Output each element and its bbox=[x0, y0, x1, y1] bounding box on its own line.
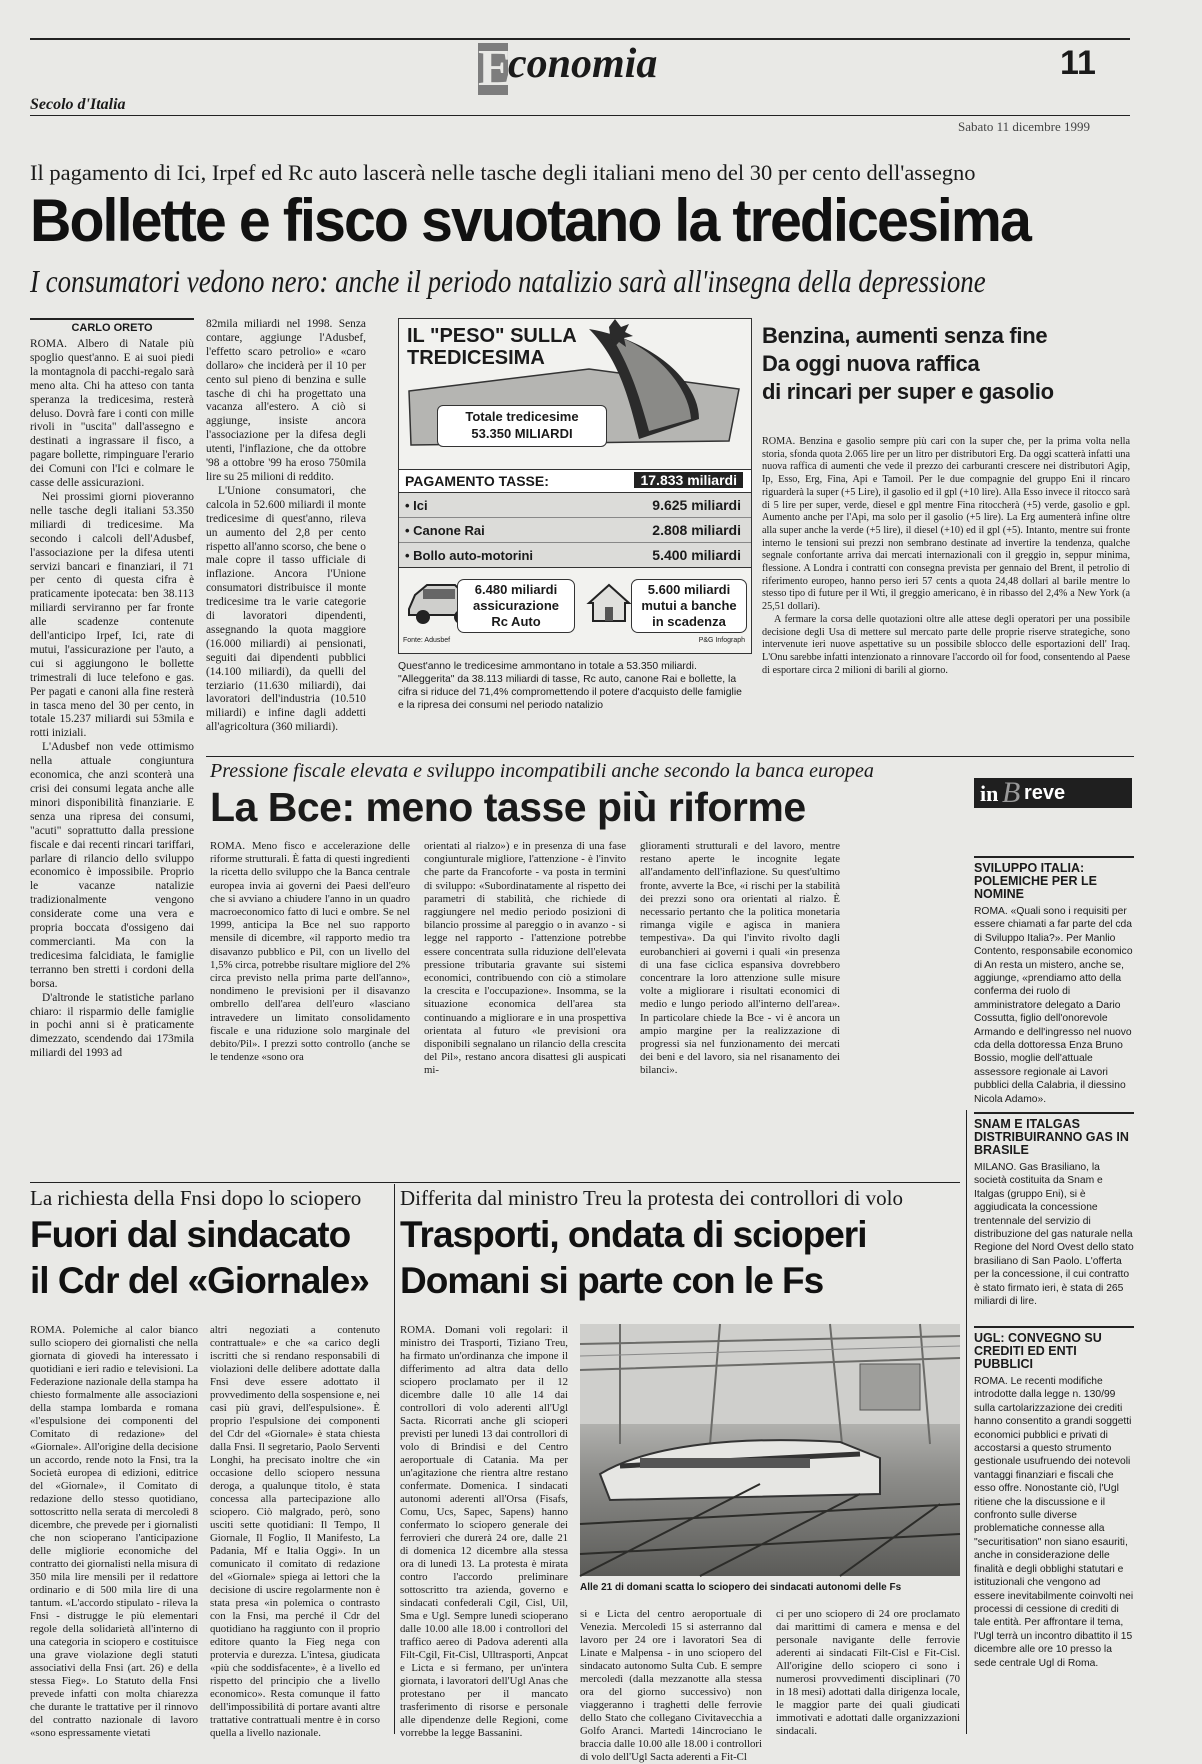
benzina-paragraph: ROMA. Benzina e gasolio sempre più cari con la super che, per la prima volta nella storia, sfonda quota 2.065 lire per un litro per distributori Erg. Da oggi scatterà infatti una nuova raffica di aumenti che vede il prezzo dei carburanti crescere nei distributori Agip, Ip, Esso, Erg, Fina, Api e Tamoil. Per le due compagnie del gruppo Eni il rincaro riguarderà la super (+5 Lire), il gasolio ed il gpl (+10 lire). Alla Esso invece il ritocco sarà di 5 lire per super, verde, diesel e gpl mentre Fina ritoccherà (+5) verde, gasolio e gpl. Aumento anche per l'Api, ma solo per il gasolio (+5 lire). La Erg aumenterà infine oltre alla super anche la verde (+5 lire), il diesel (+10) ed il gpl (+5). Intanto, mentre sui fronte interno le tensioni sui prezzi non sembrano destinate ad invertire la tendenza, qualche segnale confortante arriva dai mercati internazionali con il greggio in, seppur minima, flessione. A Londra i contratti con consegna prevista per gennaio del Brent, il petrolio di riferimento europeo, hanno perso ieri 57 cents a quota 24,48 dollari al barile mentre lo stesso tipo di future per il Wti, il greggio americano, è in ribasso del 2,4% a New York (a 25,51 dollari). bbox=[762, 436, 1130, 613]
sidebar-divider bbox=[966, 1110, 967, 1734]
tax-row-label: PAGAMENTO TASSE: bbox=[405, 473, 549, 489]
tax-table bbox=[399, 469, 751, 568]
infographic-title-line: IL "PESO" SULLA bbox=[407, 325, 577, 347]
infographic-credit: P&G Infograph bbox=[698, 637, 745, 644]
section-name: conomia bbox=[508, 41, 658, 87]
brief-item bbox=[974, 856, 1134, 1126]
trasporti-headline-line: Domani si parte con le Fs bbox=[400, 1260, 824, 1301]
trasporti-paragraph: ROMA. Domani voli regolari: il ministro dei Trasporti, Tiziano Treu, ha firmato un'ordinanza che impone il differimento ad altra data dello sciopero proclamato per il 12 dicembre dalle 10 alle 14 dai controllori di volo aderenti all'Ugl Sacta. Ricorrati anche gli scioperi previsti per lunedì 13 dai controllori di volo di Brindisi e del Centro aeroportuale di Catania. Ma per un'agitazione che rientra altre restano confermate. Domenica. I sindacati autonomi aderenti all'Orsa (Fisafs, Comu, Ucs, Sapec, Sapens) hanno confermato lo sciopero generale dei ferrovieri che durerà 24 ore, dalle 21 di domenica 12 dicembre alla stessa ora di lunedì 13. La protesta è mirata contro l'accordo preliminare sottoscritto tra azienda, governo e sindacati confederali Cgil, Cisl, Uil, Sma e Ugl. Sempre lunedì scioperano dalle 10.00 alle 18.00 i controllori del traffico aereo di Padova aderenti alla Filt-Cgil, Fit-Cisl, Ulltrasporti, Anpcat e Licta e si fermano, per un'intera giornata, i lavoratori dell'Ugl Anas che protestano per il mancato trasferimento di risorse e personale alle dipendenze delle Regioni, come vorrebbe la legge Bassanini. bbox=[400, 1324, 568, 1739]
lead-column-2 bbox=[206, 318, 366, 740]
tax-row-value: 9.625 miliardi bbox=[652, 497, 741, 513]
fnsi-column-1 bbox=[30, 1324, 198, 1739]
brief-item bbox=[974, 1112, 1134, 1326]
brief-item bbox=[974, 1326, 1134, 1738]
bce-headline: La Bce: meno tasse più riforme bbox=[210, 784, 806, 830]
tax-row-value: 5.400 miliardi bbox=[652, 547, 741, 563]
infographic-title-line: TREDICESIMA bbox=[407, 347, 545, 369]
trasporti-column-1 bbox=[400, 1324, 568, 1739]
bce-kicker: Pressione fiscale elevata e sviluppo incompatibili anche secondo la banca europea bbox=[210, 760, 874, 782]
total-badge bbox=[437, 405, 607, 447]
fnsi-headline bbox=[30, 1212, 390, 1304]
fnsi-kicker: La richiesta della Fnsi dopo lo sciopero bbox=[30, 1186, 362, 1210]
brief-body: ROMA. «Quali sono i requisiti per essere chiamati a far parte del cda di Sviluppo Italia?». Per Manlio Contento, responsabile economico di An resta un mistero, anche se, aggiunge, «prendiamo atto della conferma dei ruolo di amministratore delegato a Dario Cossutta, figlio dell'onorevole Armando e dell'ingresso nel nuovo cda della dottoressa Enza Bruno Bossio, moglie dell'attuale assessore regionale ai Lavori pubblici della Calabria, il diessino Nicola Adamo». bbox=[974, 906, 1133, 1105]
tax-row-label: • Ici bbox=[405, 498, 428, 513]
train-photo-drawing bbox=[580, 1324, 960, 1576]
brief-body: ROMA. Le recenti modifiche introdotte dalla legge n. 130/99 sulla cartolarizzazione dei crediti hanno consentito a grandi soggetti economici pubblici e privati di accostarsi a questo strumento gestionale usufruendo dei notevoli vantaggi finanziari e fiscali che esso offre. Nonostante ciò, l'Ugl ritiene che la discussione e il confronto sulle diverse problematiche connesse alla "securitisation" non siano esauriti, anche in considerazione delle finalità e degli obblighi statutari e istituzionali che vengono ad essere inevitabilmente coinvolti nei processi di cessione di crediti di tale entità. Per affrontare il tema, l'Ugl terrà un incontro dibattito il 15 dicembre alle ore 10 presso la sede centrale Ugl di Roma. bbox=[974, 1376, 1134, 1669]
fnsi-column-2 bbox=[210, 1324, 381, 1739]
lead-kicker: Il pagamento di Ici, Irpef ed Rc auto lascerà nelle tasche degli italiani meno del 30 per cento dell'assegno bbox=[30, 160, 976, 185]
mutui-value: 5.600 miliardi bbox=[647, 582, 731, 597]
infographic-source: Fonte: Adusbef bbox=[403, 637, 451, 644]
bce-column-3 bbox=[640, 840, 840, 1178]
mutui-label: in scadenza bbox=[652, 614, 726, 629]
bce-rule bbox=[206, 756, 1134, 757]
lead-paragraph: Nei prossimi giorni pioveranno nelle tasche degli italiani 53.350 miliardi di tredicesime. Ma secondo i calcoli dell'Adusbef, l'associazione per la difesa utenti servizi bancari e finanziari, il 71 per cento di questa cifra è praticamente ipotecata: ben 38.113 miliardi serviranno per far fronte alle scadenze contenute dell'anticipo Irpef, Ici, rate di mutui, l'assicurazione per l'auto, a cui si aggiungono le bollette trimestrali di luce telefono e gas. Per pagati e canoni alla fine resterà in tasca meno del 30 per cento, in totale 15.237 miliardi sui 53mila e rotti iniziali. bbox=[30, 490, 194, 740]
lead-paragraph: ROMA. Albero di Natale più spoglio quest'anno. E ai suoi piedi la montagnola di pacchi-regalo sarà meno alta. Chi ha atteso con tanta speranza la tredicesima, resterà deluso. Dovrà fare i conti con mille rivoli in "uscita" dall'assegno e destinati a ingrassare il fisco, a pagare bollette, rimpinguare l'erario dei Comuni con l'Ici e colmare le casse delle assicurazioni. bbox=[30, 338, 194, 490]
lead-paragraph: L'Unione consumatori, che calcola in 52.600 miliardi il monte tredicesime di quest'anno, rileva un aumento del 2,8 per cento rispetto all'anno scorso, che bene o male copre il tasso ufficiale di inflazione. Ancora l'Unione consumatori distribuisce il monte tredicesime tra le varie categorie di lavoratori dipendenti, assegnando la quota maggiore (16.000 miliardi) ai pensionati, seguiti dai dipendenti pubblici (14.100 miliardi), da quelli del terziario (11.630 miliardi), dai lavoratori dell'industria (10.510 miliardi) e infine dagli addetti all'agricoltura (360 miliardi). bbox=[206, 484, 366, 734]
rc-label: assicurazione bbox=[473, 598, 559, 613]
tax-row bbox=[399, 493, 751, 518]
benzina-headline-line: Benzina, aumenti senza fine bbox=[762, 323, 1048, 348]
section-title bbox=[478, 40, 657, 100]
benzina-paragraph: A fermare la corsa delle quotazioni oltre alle attese degli operatori per una possibile decisione degli Usa di mettere sul mercato parte delle proprie riserve strategiche, sono intervenute ieri nuove aspettative su un possibile sblocco delle esportazioni dell' Iraq. L'Onu sarebbe infatti intenzionato a rinnovare l'accordo oil for food, consentendo al Paese di esportare circa 2 milioni di barili al giorno. bbox=[762, 613, 1130, 676]
lead-deck: I consumatori vedono nero: anche il periodo natalizio sarà all'insegna della depressione bbox=[30, 263, 986, 299]
infographic bbox=[398, 318, 752, 654]
rc-value: 6.480 miliardi bbox=[474, 582, 558, 597]
lower-rule bbox=[30, 1182, 960, 1183]
trasporti-kicker: Differita dal ministro Treu la protesta dei controllori di volo bbox=[400, 1186, 903, 1210]
bce-paragraph: orientati al rialzo») e in presenza di una fase congiunturale migliore, l'attenzione - è l'invito che parte da Francoforte - va posta in termini di sviluppo: «Subordinatamente al rispetto dei parametri di stabilità, che richiede di raggiungere nel medio periodo posizioni di bilancio prossime al pareggio o in avanzo - si legge nel rapporto - l'attenzione potrebbe essere concentrata sulla riduzione dell'elevata pressione tributaria gravante sui sistemi economici, contribuendo con ciò a stimolare la crescita e l'occupazione». Insomma, se la situazione economica dell'area sta continuando a migliorare e in una prospettiva orientata al futuro «le previsioni ora disponibili segnalano un rilancio della crescita del Pil», restano ancora disattesi gli auspicati mi- bbox=[424, 840, 626, 1077]
inbreve-label: in bbox=[980, 781, 999, 806]
rc-auto-badge bbox=[457, 579, 575, 633]
trasporti-headline bbox=[400, 1212, 960, 1304]
inbreve-label: reve bbox=[1024, 782, 1066, 804]
bce-paragraph: glioramenti strutturali e del lavoro, mentre restano aperte le incognite legate all'andamento dell'inflazione. Su quest'ultimo fronte, avverte la Bce, «i rischi per la stabilità dei prezzi sono ora orientati al rialzo. È necessario pertanto che la politica monetaria rimanga vigile e agisca in maniera tempestiva». Da qui l'invito rivolto dagli eurobanchieri ai governi i quali «in presenza di una fase ciclica espansiva dovrebbero concentrare la loro attenzione sulle misure volte a migliorare i risultati economici di medio e lungo periodo all'interno dell'area». In particolare chiede la Bce - vi è ancora un ampio margine per la realizzazione di progressi sia nel funzionamento dei mercati dei beni e del lavoro, sia nel risanamento dei bilanci». bbox=[640, 840, 840, 1077]
inbreve-label: B bbox=[1002, 776, 1021, 809]
lead-paragraph: L'Adusbef non vede ottimismo nella attuale congiuntura economica, che anzi sconterà una crisi dei consumi legata anche alle minori disponibilità finanziarie. E senza una ripresa dei consumi, "acuti" soprattutto dalla pressione fiscale e dai recenti rincari tariffari, parlare di rilancio dello sviluppo economico è impossibile. Proprio le vacanze natalizie tradizionalmente vengono considerate come una vera e propria boccata d'ossigeno dai commercianti. Ma con la tredicesima falcidiata, le famiglie terranno ben stretti i cordoni della borsa. bbox=[30, 741, 194, 990]
byline: CARLO ORETO bbox=[30, 318, 194, 334]
lead-paragraph: 82mila miliardi nel 1998. Senza contare, aggiunge l'Adusbef, l'effetto scaro petrolio» e «caro dollaro» che inciderà per il 10 per cento sul pieno di benzina e sulle tasche di chi ha progettato una vacanza all'estero. A ciò si aggiunge, insiste ancora l'associazione per la difesa degli utenti, l'inflazione, che da ottobre '98 a ottobre '99 ha eroso 750mila lire su 25 milioni di reddito. bbox=[206, 318, 366, 483]
fnsi-paragraph: ROMA. Polemiche al calor bianco sullo sciopero dei giornalisti che nella giornata di giovedì ha interessato i quotidiani e ieri radio e televisioni. La Federazione nazionale della stampa ha chiesto formalmente alle associazioni della stampa lombarda e romana «l'espulsione dei componenti del Comitato di redazione» del «Giornale». All'origine della decisione un accordo, rende noto la Fnsi, tra la Società europea di edizioni, editrice del «Giornale», il Comitato di redazione dello stesso quotidiano, sottoscritto nella serata di mercoledì 8 dicembre, che prevede per i giornalisti che non scioperano l'anticipazione delle migliorie economiche del contratto dei giornalisti nella misura di 350 mila lire mensili per il redattore ordinario e di 500 mila lire di una tantum. «L'accordo stipulato - rileva la Fnsi - distrugge le più elementari regole della solidarietà all'interno di una categoria in sciopero e costituisce una grave violazione degli statuti associativi della Fnsi (art. 26) e della stessa Fieg». Lo Statuto della Fnsi prevede infatti con molta chiarezza che durante le trattative per il rinnovo del contratto nazionale di lavoro «sono espressamente vietati bbox=[30, 1324, 198, 1739]
tax-row-label: • Canone Rai bbox=[405, 523, 485, 538]
brief-title: SVILUPPO ITALIA: POLEMICHE PER LE NOMINE bbox=[974, 861, 1097, 901]
rc-label: Rc Auto bbox=[491, 614, 541, 629]
trasporti-column-3 bbox=[776, 1608, 960, 1737]
issue-date: Sabato 11 dicembre 1999 bbox=[958, 119, 1091, 134]
lead-paragraph: D'altronde le statistiche parlano chiaro: il risparmio delle famiglie in pochi anni si è praticamente dimezzato, scendendo dai 173mila miliardi del 1993 ad bbox=[30, 991, 194, 1060]
section-initial: E bbox=[478, 40, 513, 97]
bce-paragraph: ROMA. Meno fisco e accelerazione delle riforme strutturali. È fatta di questi ingredienti la ricetta dello sviluppo che la Banca centrale europea invia ai governi dei Paesi dell'euro che si avviano a chiudere l'anno in un quadro macroeconomico fatto di luci e ombre. Se nel 1999, anticipa la Bce nel suo rapporto mensile di dicembre, «il rapporto medio tra disavanzo pubblico e Pil, con un livello del 1,5% circa, potrebbe risultare migliore del 2% circa previsto nella prima parte dell'anno», nondimeno le previsioni per il disavanzo ombrello dell'area dell'euro «lasciano intravedere un limitato consolidamento fiscale e una riduzione solo marginale del debito/Pil». I prezzi sotto controllo (anche se le tendenze «sono ora bbox=[210, 840, 410, 1064]
trasporti-paragraph: ci per uno sciopero di 24 ore proclamato dai marittimi di camera e mensa e del personale navigante delle ferrovie aderenti ai sindacati Filt-Cisl e Fit-Cisl. All'origine dello sciopero ci sono i numerosi provvedimenti disciplinari (70 in 18 mesi) adottati dalla dirigenza locale, le maggior parte dei quali giudicati immotivati e adottati dalle organizzazioni sindacali. bbox=[776, 1608, 960, 1737]
tax-row bbox=[399, 469, 751, 493]
tax-row bbox=[399, 518, 751, 543]
benzina-headline-line: Da oggi nuova raffica bbox=[762, 351, 980, 376]
tax-row bbox=[399, 543, 751, 568]
masthead-rule bbox=[30, 115, 1130, 116]
inbreve-header bbox=[974, 778, 1132, 808]
benzina-headline-line: di rincari per super e gasolio bbox=[762, 379, 1054, 404]
total-value: 53.350 MILIARDI bbox=[471, 426, 573, 441]
train-photo bbox=[580, 1324, 960, 1576]
benzina-body bbox=[762, 436, 1130, 766]
brief-title: UGL: CONVEGNO SU CREDITI ED ENTI PUBBLICI bbox=[974, 1331, 1102, 1371]
mutui-label: mutui a banche bbox=[641, 598, 737, 613]
trasporti-paragraph: si e Licta del centro aeroportuale di Venezia. Mercoledì 15 si asterranno dal lavoro per 24 ore i lavoratori Sea di Linate e Malpensa - in uno sciopero del sindacato autonomo Sulta Cub. E sempre mercoledì (dalla mezzanotte alla stessa ora del giorno successivo) non viaggeranno i traghetti delle ferrovie dello Stato che collegano Civitavecchia a Golfo Aranci. Martedì 14incrociano le braccia dalle 10.00 alle 18.00 i controllori di volo dell'Ugl Sacta aderenti a Fit-Cl bbox=[580, 1608, 762, 1763]
logo: Secolo d'Italia bbox=[30, 96, 126, 113]
tax-row-value: 2.808 miliardi bbox=[652, 522, 741, 538]
bce-column-1 bbox=[210, 840, 410, 1178]
trasporti-headline-line: Trasporti, ondata di scioperi bbox=[400, 1214, 867, 1255]
page-number: 11 bbox=[1060, 44, 1096, 82]
total-label: Totale tredicesime bbox=[465, 409, 579, 424]
tax-row-value: 17.833 miliardi bbox=[634, 472, 743, 488]
mutui-badge bbox=[631, 579, 747, 633]
lead-headline: Bollette e fisco svuotano la tredicesima bbox=[30, 187, 1030, 254]
infographic-caption: Quest'anno le tredicesime ammontano in totale a 53.350 miliardi. "Alleggerita" da 38.113 miliardi di tasse, Rc auto, canone Rai e bollette, la cifra si riduce del 71,4% compromettendo il potere d'acquisto delle famiglie e la ripresa dei consumi nel periodo natalizio bbox=[398, 661, 742, 711]
bce-column-2 bbox=[424, 840, 626, 1178]
fnsi-paragraph: altri negoziati a contenuto contrattuale» e che «a carico degli iscritti che si rendano responsabili di violazioni delle delibere adottate dalla Fnsi deve essere adottato il provvedimento della sospensione e, nei casi più gravi, dell'espulsione». È proprio l'espulsione dei componenti del Cdr del «Giornale» è stata chiesta dalla Fnsi. Il segretario, Paolo Serventi Longhi, ha precisato inoltre che «in occasione dello sciopero nessuna deroga, a qualunque titolo, è stata concessa alla partecipazione allo sciopero. Ciò malgrado, però, sono usciti sette quotidiani: Il Tempo, Il Giornale, Il Foglio, Il Manifesto, La Padania, Mf e Italia Oggi». In un comunicato il comitato di redazione del «Giornale» spiega ai lettori che la decisione di uscire regolarmente non è stata presa «in polemica o contrasto con la Fnsi, ma perché il Cdr del quotidiano ha raggiunto con il proprio editore quanto la Fieg nega con protervia e durezza. L'intesa, giudicata «più che soddisfacente», è a livello ed rispetto del principio che a livello economico». Resta comunque il fatto dell'impossibilità di portare avanti altre trattative contrattuali mentre è in corso quella a livello nazionale. bbox=[210, 1324, 381, 1739]
fnsi-headline-line: il Cdr del «Giornale» bbox=[30, 1260, 369, 1301]
tax-row-label: • Bollo auto-motorini bbox=[405, 548, 534, 563]
house-icon bbox=[585, 581, 633, 625]
brief-body: MILANO. Gas Brasiliano, la società costituita da Snam e Italgas (gruppo Eni), si è aggiudicata la concessione trentennale del servizio di distribuzione del gas naturale nella Regione del Nord Ovest dello stato brasiliano di San Paolo. L'offerta per la concessione, il cui contratto è stato firmato ieri, è stata di 265 miliardi di lire. bbox=[974, 1162, 1134, 1308]
fnsi-headline-line: Fuori dal sindacato bbox=[30, 1214, 351, 1255]
column-divider bbox=[394, 1184, 395, 1734]
brief-title: SNAM E ITALGAS DISTRIBUIRANNO GAS IN BRASILE bbox=[974, 1117, 1129, 1157]
benzina-headline bbox=[762, 322, 1122, 406]
trasporti-column-2 bbox=[580, 1608, 762, 1763]
photo-caption: Alle 21 di domani scatta lo sciopero dei sindacati autonomi delle Fs bbox=[580, 1582, 902, 1593]
